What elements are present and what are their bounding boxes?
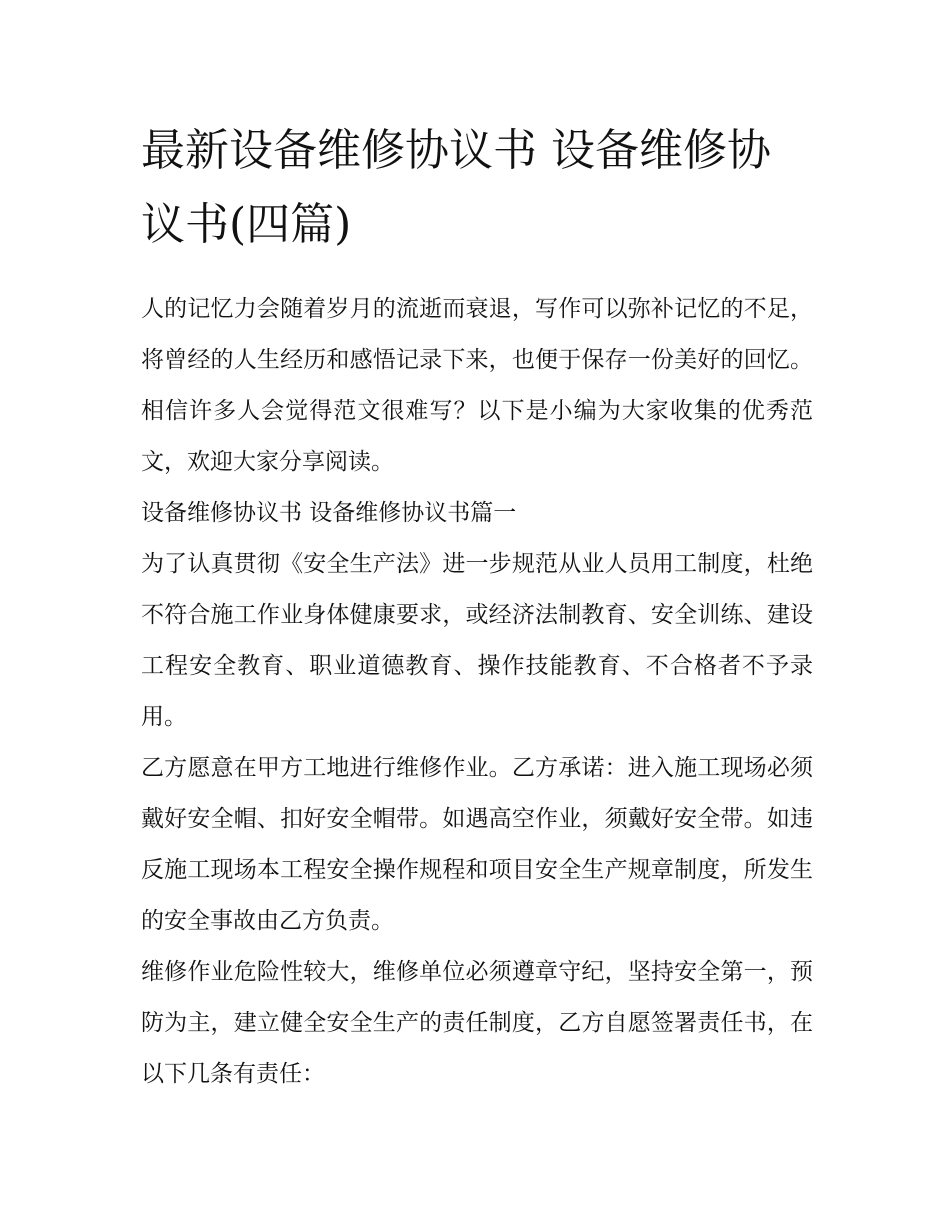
intro-paragraph: 人的记忆力会随着岁月的流逝而衰退，写作可以弥补记忆的不足，将曾经的人生经历和感悟记录下来，也便于保存一份美好的回忆。相信许多人会觉得范文很难写？以下是小编为大家收集的优秀范文，欢迎大家分享阅读。 xyxy=(141,296,813,475)
body-paragraph: 维修作业危险性较大，维修单位必须遵章守纪，坚持安全第一，预防为主，建立健全安全生产的责任制度，乙方自愿签署责任书，在以下几条有责任： xyxy=(141,959,813,1087)
document-content xyxy=(141,114,813,1100)
section-heading: 设备维修协议书 设备维修协议书篇一 xyxy=(141,500,517,526)
document-title: 最新设备维修协议书 设备维修协议书(四篇) xyxy=(141,125,771,250)
body-paragraph: 乙方愿意在甲方工地进行维修作业。乙方承诺：进入施工现场必须戴好安全帽、扣好安全帽带。如遇高空作业，须戴好安全带。如违反施工现场本工程安全操作规程和项目安全生产规章制度，所发生的安全事故由乙方负责。 xyxy=(141,755,813,934)
body-paragraph: 为了认真贯彻《安全生产法》进一步规范从业人员用工制度，杜绝不符合施工作业身体健康要求，或经济法制教育、安全训练、建设工程安全教育、职业道德教育、操作技能教育、不合格者不予录用。 xyxy=(141,551,813,730)
document-body xyxy=(141,284,813,1100)
